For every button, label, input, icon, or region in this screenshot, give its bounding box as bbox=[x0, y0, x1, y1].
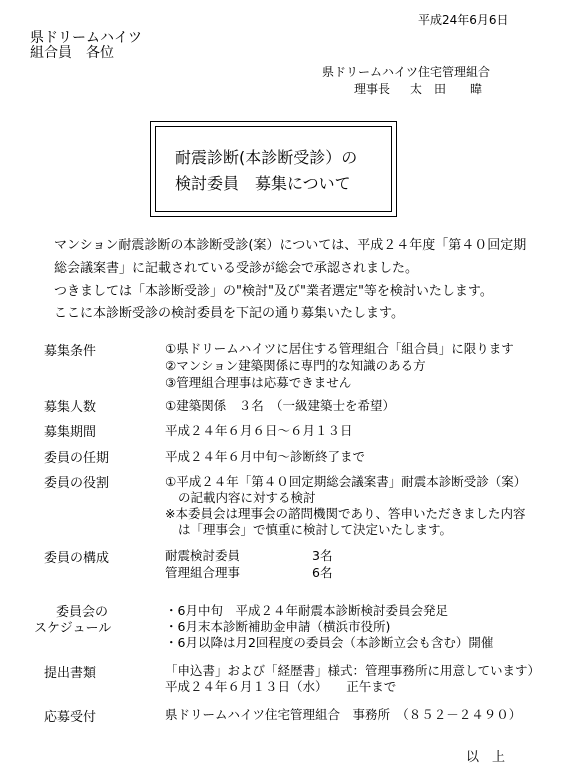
composition-row-2-count: 6名 bbox=[312, 565, 333, 580]
period-label: 募集期間 bbox=[44, 425, 97, 440]
date: 平成24年6月6日 bbox=[418, 13, 509, 27]
term-label: 委員の任期 bbox=[44, 451, 110, 466]
role-value-1: ①平成２４年「第４０回定期総会議案書」耐震本診断受診（案） bbox=[165, 474, 527, 489]
conditions-label: 募集条件 bbox=[44, 344, 97, 359]
role-value-4: は「理事会」で慎重に検討して決定いたします。 bbox=[178, 522, 453, 537]
documents-label: 提出書類 bbox=[44, 666, 97, 681]
intro-line-1: マンション耐震診断の本診断受診(案）については、平成２４年度「第４０回定期 bbox=[54, 238, 527, 253]
title-box bbox=[150, 121, 397, 217]
conditions-value-3: ③管理組合理事は応募できません bbox=[165, 375, 352, 390]
closing-mark: 以 上 bbox=[466, 750, 506, 765]
page-title-line-1: 耐震診断(本診断受診）の bbox=[175, 148, 358, 167]
title-box-inner-border bbox=[155, 126, 392, 212]
schedule-label-2: スケジュール bbox=[34, 621, 112, 636]
recipient-line-2: 組合員 各位 bbox=[30, 45, 114, 61]
conditions-value-1: ①県ドリームハイツに居住する管理組合「組合員」に限ります bbox=[165, 341, 514, 356]
apply-value: 県ドリームハイツ住宅管理組合 事務所 （８５２－２４９０） bbox=[165, 707, 522, 722]
composition-row-2-name: 管理組合理事 bbox=[165, 565, 241, 580]
recipient bbox=[30, 31, 142, 61]
documents-value-1: 「申込書」および「経歴書」様式：管理事務所に用意しています） bbox=[165, 663, 541, 678]
count-value: ①建築関係 ３名 （一級建築士を希望） bbox=[165, 398, 395, 413]
composition-row-1-count: 3名 bbox=[312, 548, 333, 563]
role-value-3: ※本委員会は理事会の諮問機関であり、答申いただきました内容 bbox=[165, 506, 526, 521]
intro-line-3: つきましては「本診断受診」の"検討"及び"業者選定"等を検討いたします。 bbox=[54, 284, 493, 299]
composition-row-1-name: 耐震検討委員 bbox=[165, 548, 241, 563]
schedule-label-1: 委員会の bbox=[56, 605, 109, 620]
page-title-line-2: 検討委員 募集について bbox=[175, 174, 351, 193]
sender-org: 県ドリームハイツ住宅管理組合 bbox=[322, 65, 491, 79]
apply-label: 応募受付 bbox=[44, 710, 97, 725]
recipient-line-1: 県ドリームハイツ bbox=[30, 30, 142, 46]
schedule-value-2: ・6月末本診断補助金申請（横浜市役所) bbox=[165, 619, 391, 634]
conditions-value-2: ②マンション建築関係に専門的な知識のある方 bbox=[165, 358, 426, 373]
schedule-value-3: ・6月以降は月2回程度の委員会（本診断立会も含む）開催 bbox=[165, 635, 494, 650]
intro-line-4: ここに本診断受診の検討委員を下記の通り募集いたします。 bbox=[54, 306, 404, 321]
documents-value-2: 平成２４年６月１３日（水） 正午まで bbox=[165, 679, 397, 694]
sender-name: 太 田 暐 bbox=[410, 82, 483, 96]
intro-line-2: 総会議案書」に記載されている受診が総会で承認されました。 bbox=[54, 261, 419, 276]
term-value: 平成２４年６月中旬～診断終了まで bbox=[165, 449, 366, 464]
count-label: 募集人数 bbox=[44, 400, 97, 415]
role-value-2: の記載内容に対する検討 bbox=[178, 490, 316, 505]
sender-title: 理事長 bbox=[354, 82, 391, 96]
period-value: 平成２４年６月６日～６月１３日 bbox=[165, 423, 353, 438]
role-label: 委員の役割 bbox=[44, 476, 110, 491]
sender-signature bbox=[354, 80, 482, 97]
schedule-value-1: ・6月中旬 平成２４年耐震本診断検討委員会発足 bbox=[165, 603, 448, 618]
composition-label: 委員の構成 bbox=[44, 551, 110, 566]
